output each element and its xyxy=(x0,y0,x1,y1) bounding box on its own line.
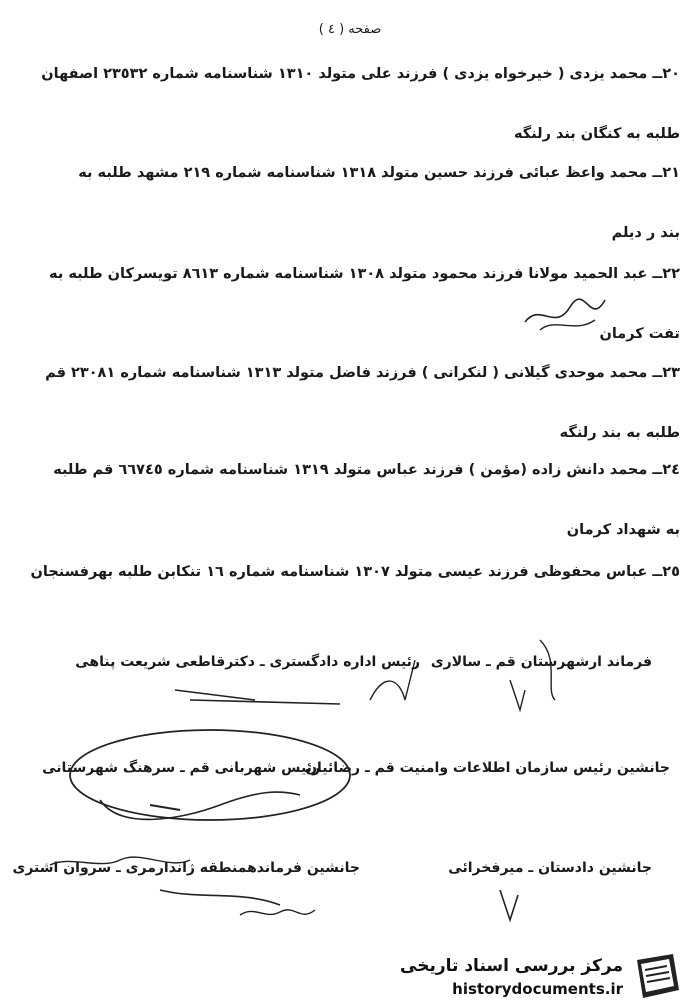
entry-line: ٢٤ــ محمد دانش زاده (مؤمن ) فرزند عباس متولد ١٣١٩ شناسنامه شماره ٦٦٧٤٥ قم طلبه xyxy=(53,462,680,478)
entry-line: ٢٠ــ محمد یزدی ( خیرخواه یزدی ) فرزند علی متولد ١٣١٠ شناسنامه شماره ٢٣٥٣٢ اصفهان xyxy=(41,66,680,82)
entry-line: طلبه به بند رلنگه xyxy=(559,425,680,441)
page-number: صفحه ( ٤ ) xyxy=(318,22,382,37)
entry-line: طلبه به کنگان بند رلنگه xyxy=(514,126,680,142)
signature-scribble xyxy=(40,850,560,940)
entry-line: بند ر دیلم xyxy=(611,225,680,241)
entry-line: به شهداد کرمان xyxy=(566,522,680,538)
signature-title: فرماند ارشهرستان قم ـ سالاری xyxy=(430,654,652,670)
list-item xyxy=(30,66,680,142)
signature-title: رئیس شهربانی قم ـ سرهنگ شهرستانی xyxy=(42,760,320,776)
signature-title: جانشین رئیس سازمان اطلاعات وامنیت قم ـ رضائیان xyxy=(305,760,670,776)
entry-line: ٢١ــ محمد واعظ عبائی فرزند حسین متولد ١٣١٨ شناسنامه شماره ٢١٩ مشهد طلبه به xyxy=(78,165,680,181)
signature-title: رئیس اداره دادگستری ـ دکترقاطعی شریعت پناهی xyxy=(75,654,420,670)
list-item xyxy=(30,365,680,441)
entry-line: ٢٢ــ عبد الحمید مولانا فرزند محمود متولد ١٣٠٨ شناسنامه شماره ٨٦١٣ تویسرکان طلبه به xyxy=(49,266,680,282)
signature-scribble xyxy=(60,720,380,850)
signature-title: جانشین فرماندهمنطقه ژاندارمری ـ سروان اشتری xyxy=(12,860,360,876)
list-item xyxy=(30,165,680,241)
watermark-url: historydocuments.ir xyxy=(452,980,623,998)
handwritten-initial xyxy=(520,292,610,337)
signature-title: جانشین دادستان ـ میرفخرائی xyxy=(448,860,652,876)
entry-line: ٢٥ــ عباس محفوظی فرزند عیسی متولد ١٣٠٧ شناسنامه شماره ١٦ تنکابن طلبه بهرفسنجان xyxy=(30,564,680,580)
entry-line: تفت کرمان xyxy=(599,326,680,342)
list-item xyxy=(30,564,680,580)
entry-line: ٢٣ــ محمد موحدی گیلانی ( لنکرانی ) فرزند فاضل متولد ١٣١٣ شناسنامه شماره ٢٣٠٨١ قم xyxy=(45,365,680,381)
archive-logo-icon xyxy=(627,948,687,1004)
watermark xyxy=(400,948,695,1004)
watermark-title: مرکز بررسی اسناد تاریخی xyxy=(400,956,623,976)
list-item xyxy=(30,462,680,538)
